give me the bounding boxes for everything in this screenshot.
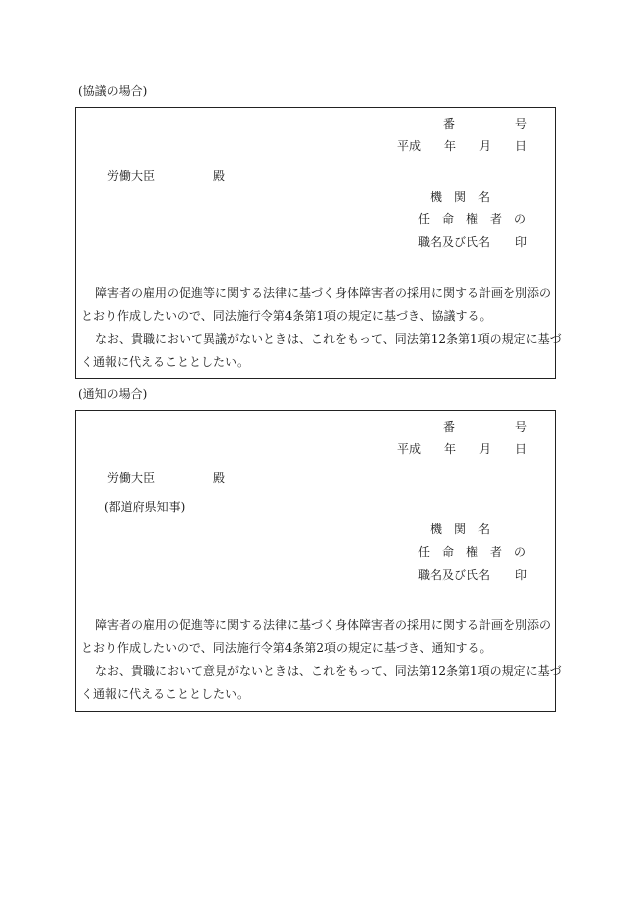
number-label-go: 号 <box>515 420 528 434</box>
date-era: 平成 <box>397 139 422 153</box>
paragraph-line: く通報に代えることとしたい。 <box>81 687 250 701</box>
authority-label: 任 命 権 者 の <box>418 212 527 226</box>
date-year: 年 <box>444 442 457 456</box>
date-month: 月 <box>479 442 492 456</box>
section-title-tsuchi: (通知の場合) <box>78 387 148 401</box>
paragraph-line: なお、貴職において意見がないときは、これをもって、同法第12条第1項の規定に基づ <box>95 664 562 678</box>
honorific: 殿 <box>213 471 226 485</box>
honorific: 殿 <box>213 169 226 183</box>
paragraph-line: く通報に代えることとしたい。 <box>81 355 250 369</box>
org-name-label: 機 関 名 <box>430 190 491 204</box>
paragraph-line: とおり作成したいので、同法施行令第4条第2項の規定に基づき、通知する。 <box>81 641 492 655</box>
seal-mark: 印 <box>515 235 528 249</box>
number-label-go: 号 <box>515 117 528 131</box>
position-name-label: 職名及び氏名 <box>418 568 491 582</box>
paragraph-line: 障害者の雇用の促進等に関する法律に基づく身体障害者の採用に関する計画を別添の <box>95 286 552 300</box>
date-day: 日 <box>515 442 528 456</box>
number-label-ban: 番 <box>443 117 456 131</box>
paragraph-line: 障害者の雇用の促進等に関する法律に基づく身体障害者の採用に関する計画を別添の <box>95 618 552 632</box>
org-name-label: 機 関 名 <box>430 522 491 536</box>
date-day: 日 <box>515 139 528 153</box>
addressee: 労働大臣 <box>107 169 156 183</box>
sub-addressee: (都道府県知事) <box>104 500 186 514</box>
paragraph-line: とおり作成したいので、同法施行令第4条第1項の規定に基づき、協議する。 <box>81 309 492 323</box>
authority-label: 任 命 権 者 の <box>418 545 527 559</box>
date-era: 平成 <box>397 442 422 456</box>
date-month: 月 <box>479 139 492 153</box>
paragraph-line: なお、貴職において異議がないときは、これをもって、同法第12条第1項の規定に基づ <box>95 332 562 346</box>
section-title-kyogi: (協議の場合) <box>78 84 148 98</box>
position-name-label: 職名及び氏名 <box>418 235 491 249</box>
date-year: 年 <box>444 139 457 153</box>
number-label-ban: 番 <box>443 420 456 434</box>
addressee: 労働大臣 <box>107 471 156 485</box>
seal-mark: 印 <box>515 568 528 582</box>
